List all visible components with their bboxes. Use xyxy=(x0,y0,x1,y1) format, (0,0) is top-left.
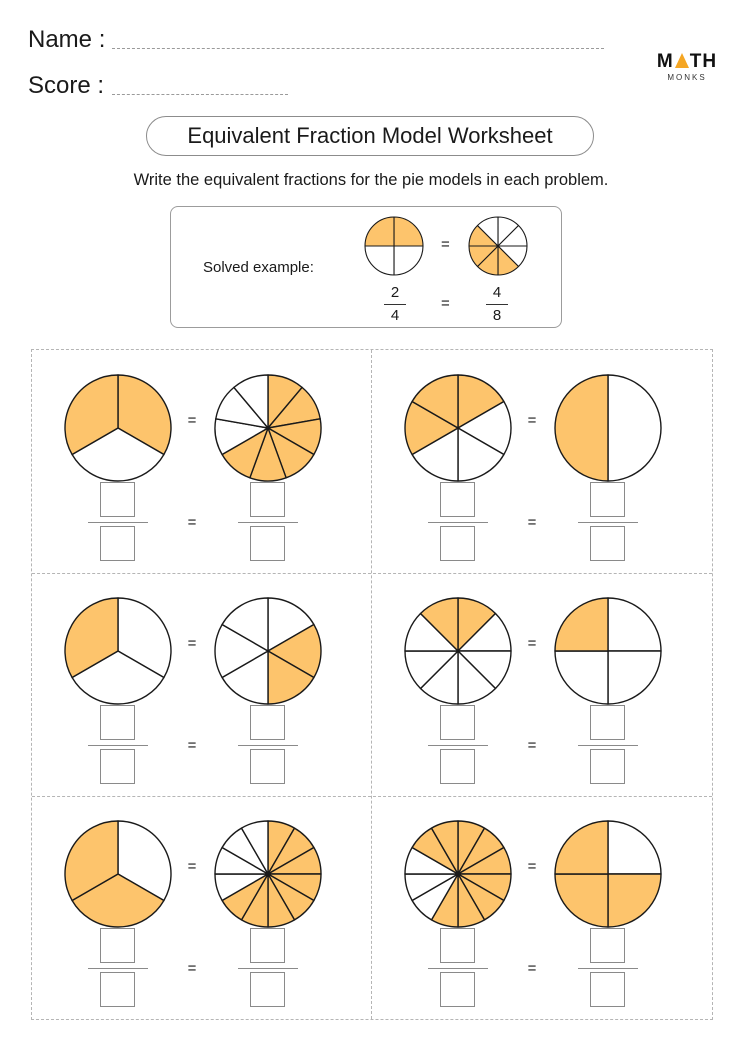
numerator-box[interactable] xyxy=(100,482,135,517)
pie-right-slice-shaded xyxy=(555,821,608,874)
fraction-answer-right xyxy=(578,928,638,1008)
pie-right-slice xyxy=(608,821,661,874)
denominator-box[interactable] xyxy=(440,972,475,1007)
equals-sign-pies: = xyxy=(527,412,537,429)
equals-sign-fractions: = xyxy=(527,960,537,977)
example-pie-right xyxy=(468,216,528,276)
denominator-box[interactable] xyxy=(590,972,625,1007)
equals-sign-fractions: = xyxy=(527,514,537,531)
example-left-pie-slice-shaded xyxy=(394,217,423,246)
pie-model-right xyxy=(214,820,322,928)
equals-sign-pies: = xyxy=(187,858,197,875)
numerator-box[interactable] xyxy=(440,928,475,963)
example-pie-left xyxy=(364,216,424,276)
pie-model-left xyxy=(404,597,512,705)
logo-triangle-icon xyxy=(675,53,689,68)
fraction-answer-right xyxy=(238,705,298,785)
numerator-box[interactable] xyxy=(440,482,475,517)
fraction-bar xyxy=(238,745,298,746)
numerator-box[interactable] xyxy=(100,928,135,963)
fraction-bar xyxy=(428,522,488,523)
denominator-box[interactable] xyxy=(590,526,625,561)
pie-model-left xyxy=(64,374,172,482)
pie-model-right xyxy=(554,820,662,928)
example-left-pie-slice xyxy=(394,246,423,275)
pie-model-right xyxy=(554,374,662,482)
numerator-box[interactable] xyxy=(250,928,285,963)
fraction-bar xyxy=(428,968,488,969)
numerator-box[interactable] xyxy=(440,705,475,740)
fraction-bar xyxy=(238,522,298,523)
denominator-box[interactable] xyxy=(440,749,475,784)
denominator-box[interactable] xyxy=(250,749,285,784)
problem-6 xyxy=(372,796,712,1019)
example-equals-fraction: = xyxy=(441,295,450,312)
fraction-answer-left xyxy=(428,928,488,1008)
name-field[interactable] xyxy=(112,48,604,49)
pie-right-slice-shaded xyxy=(608,874,661,927)
example-fraction-left xyxy=(380,284,410,325)
equals-sign-pies: = xyxy=(527,635,537,652)
equals-sign-fractions: = xyxy=(187,960,197,977)
math-monks-logo xyxy=(652,52,722,82)
fraction-bar xyxy=(578,745,638,746)
logo-subtitle: MONKS xyxy=(667,73,707,82)
name-label: Name : xyxy=(28,26,106,53)
equals-sign-pies: = xyxy=(187,412,197,429)
fraction-answer-right xyxy=(238,928,298,1008)
equals-sign-fractions: = xyxy=(187,514,197,531)
pie-right-slice xyxy=(608,375,661,481)
numerator-box[interactable] xyxy=(100,705,135,740)
numerator-box[interactable] xyxy=(590,928,625,963)
fraction-bar xyxy=(88,745,148,746)
fraction-answer-right xyxy=(238,482,298,562)
equals-sign-fractions: = xyxy=(187,737,197,754)
denominator-box[interactable] xyxy=(250,526,285,561)
fraction-bar xyxy=(578,968,638,969)
denominator-box[interactable] xyxy=(100,972,135,1007)
equals-sign-fractions: = xyxy=(527,737,537,754)
example-left-pie-slice-shaded xyxy=(365,217,394,246)
denominator-box[interactable] xyxy=(250,972,285,1007)
problem-3 xyxy=(32,573,372,796)
fraction-bar xyxy=(428,745,488,746)
pie-right-slice-shaded xyxy=(555,375,608,481)
fraction-bar xyxy=(578,522,638,523)
numerator-box[interactable] xyxy=(250,705,285,740)
numerator-box[interactable] xyxy=(590,705,625,740)
fraction-answer-right xyxy=(578,482,638,562)
problems-grid xyxy=(31,349,713,1020)
pie-right-slice-shaded xyxy=(555,874,608,927)
example-denominator-right: 8 xyxy=(492,307,502,324)
equals-sign-pies: = xyxy=(187,635,197,652)
pie-right-slice xyxy=(555,651,608,704)
example-numerator-right: 4 xyxy=(492,284,502,301)
equals-sign-pies: = xyxy=(527,858,537,875)
problem-4 xyxy=(372,573,712,796)
example-numerator-left: 2 xyxy=(390,284,400,301)
denominator-box[interactable] xyxy=(440,526,475,561)
numerator-box[interactable] xyxy=(590,482,625,517)
pie-model-left xyxy=(64,820,172,928)
pie-model-right xyxy=(214,374,322,482)
problem-5 xyxy=(32,796,372,1019)
pie-model-left xyxy=(404,820,512,928)
score-field[interactable] xyxy=(112,94,288,95)
problem-2 xyxy=(372,350,712,573)
pie-right-slice xyxy=(608,598,661,651)
score-label: Score : xyxy=(28,72,105,99)
logo-wordmark: M TH xyxy=(656,51,718,72)
fraction-answer-left xyxy=(88,482,148,562)
pie-right-slice xyxy=(608,651,661,704)
pie-model-left xyxy=(404,374,512,482)
solved-example-label: Solved example: xyxy=(203,259,314,276)
fraction-bar xyxy=(88,522,148,523)
pie-right-slice-shaded xyxy=(555,598,608,651)
fraction-answer-left xyxy=(428,482,488,562)
pie-model-right xyxy=(554,597,662,705)
fraction-answer-left xyxy=(88,928,148,1008)
fraction-answer-left xyxy=(88,705,148,785)
example-left-pie-slice xyxy=(365,246,394,275)
problem-1 xyxy=(32,350,372,573)
example-fraction-right xyxy=(482,284,512,325)
pie-model-left xyxy=(64,597,172,705)
fraction-answer-left xyxy=(428,705,488,785)
fraction-bar xyxy=(238,968,298,969)
fraction-answer-right xyxy=(578,705,638,785)
example-equals-pie: = xyxy=(441,236,450,253)
example-denominator-left: 4 xyxy=(390,307,400,324)
numerator-box[interactable] xyxy=(250,482,285,517)
fraction-bar xyxy=(88,968,148,969)
denominator-box[interactable] xyxy=(590,749,625,784)
worksheet-title: Equivalent Fraction Model Worksheet xyxy=(146,116,594,156)
denominator-box[interactable] xyxy=(100,526,135,561)
pie-model-right xyxy=(214,597,322,705)
denominator-box[interactable] xyxy=(100,749,135,784)
instructions: Write the equivalent fractions for the pie models in each problem. xyxy=(133,171,609,189)
